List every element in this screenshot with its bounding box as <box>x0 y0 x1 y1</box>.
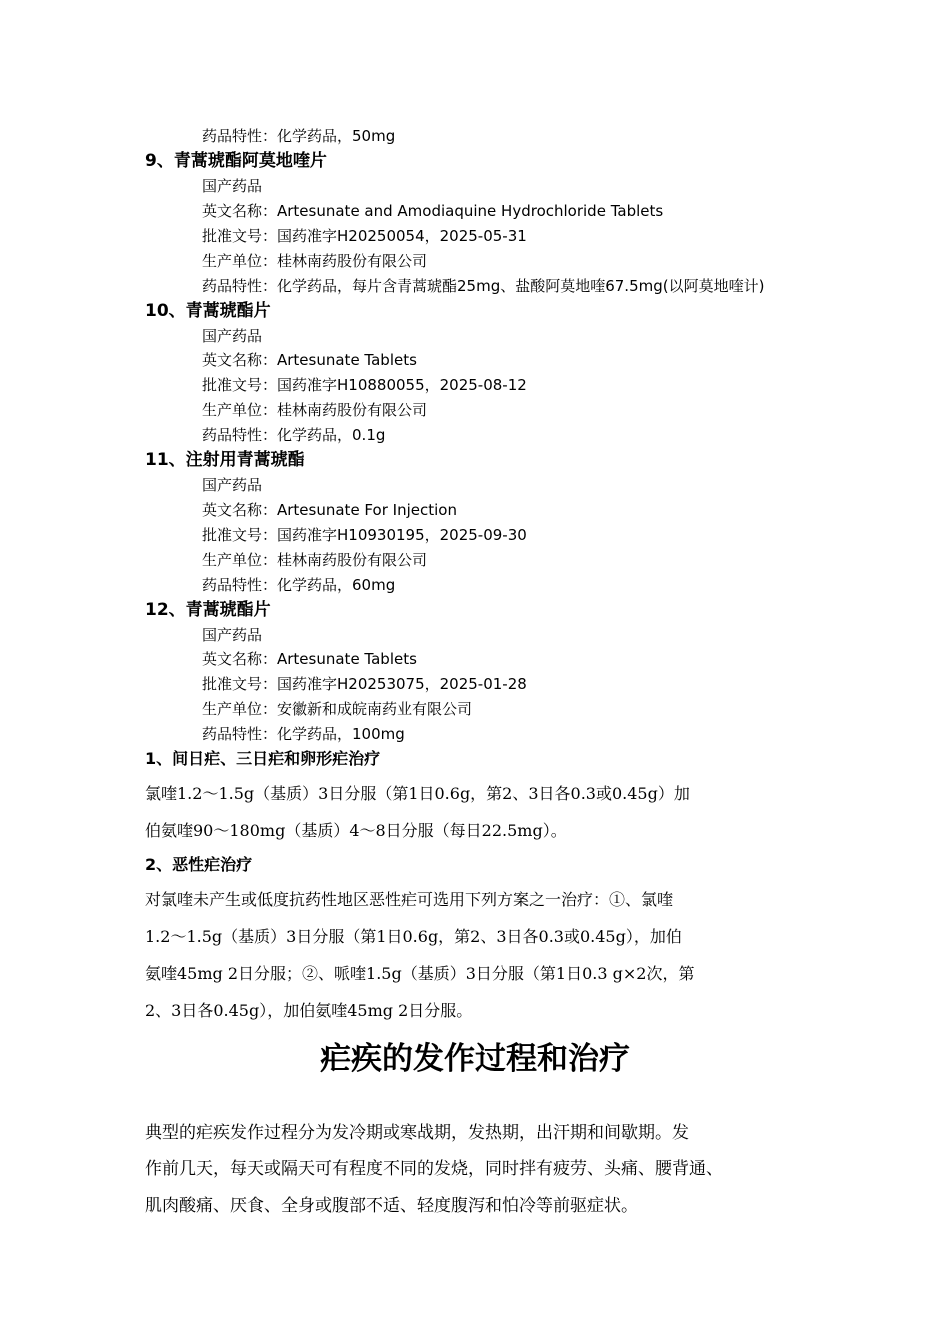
drug-origin-text: 国产药品 <box>202 626 263 644</box>
treatment-text-line: 1.2～1.5g（基质）3日分服（第1日0.6g，第2、3日各0.3或0.45g），加伯 <box>145 927 682 946</box>
drug-origin-text: 国产药品 <box>202 177 263 195</box>
drug-english-name: 英文名称：Artesunate and Amodiaquine Hydrochloride Tablets <box>202 202 664 220</box>
treatment-text-line: 2、3日各0.45g），加伯氨喹45mg 2日分服。 <box>145 1001 473 1020</box>
drug-manufacturer: 生产单位：桂林南药股份有限公司 <box>202 401 428 419</box>
treatment-text-line: 伯氨喹90～180mg（基质）4～8日分服（每日22.5mg）。 <box>145 821 567 840</box>
drug-entry-title: 12、青蒿琥酯片 <box>145 600 271 620</box>
drug-approval-number: 批准文号：国药准字H20250054，2025-05-31 <box>202 227 527 245</box>
drug-manufacturer: 生产单位：安徽新和成皖南药业有限公司 <box>202 700 473 718</box>
article-text-line: 肌肉酸痛、厌食、全身或腹部不适、轻度腹泻和怕冷等前驱症状。 <box>145 1196 638 1216</box>
drug-property-text: 药品特性：化学药品，60mg <box>202 576 396 594</box>
drug-english-name: 英文名称：Artesunate Tablets <box>202 650 417 668</box>
drug-manufacturer: 生产单位：桂林南药股份有限公司 <box>202 551 428 569</box>
drug-manufacturer: 生产单位：桂林南药股份有限公司 <box>202 252 428 270</box>
drug-property-text: 药品特性：化学药品，每片含青蒿琥酯25mg、盐酸阿莫地喹67.5mg(以阿莫地喹计) <box>202 277 765 295</box>
drug-property-text: 药品特性：化学药品，50mg <box>202 127 396 145</box>
article-title: 疟疾的发作过程和治疗 <box>320 1041 630 1077</box>
drug-entry-title: 10、青蒿琥酯片 <box>145 301 271 321</box>
treatment-text-line: 氯喹1.2～1.5g（基质）3日分服（第1日0.6g，第2、3日各0.3或0.45g）加 <box>145 784 690 803</box>
treatment-text-line: 对氯喹未产生或低度抗药性地区恶性疟可选用下列方案之一治疗：①、氯喹 <box>145 890 674 909</box>
drug-approval-number: 批准文号：国药准字H10930195，2025-09-30 <box>202 526 527 544</box>
drug-entry-title: 9、青蒿琥酯阿莫地喹片 <box>145 151 327 171</box>
article-text-line: 典型的疟疾发作过程分为发冷期或寒战期，发热期，出汗期和间歇期。发 <box>145 1123 689 1143</box>
treatment-section-title: 2、恶性疟治疗 <box>145 855 253 874</box>
drug-entry-title: 11、注射用青蒿琥酯 <box>145 450 305 470</box>
treatment-section-title: 1、间日疟、三日疟和卵形疟治疗 <box>145 749 381 768</box>
article-text-line: 作前几天，每天或隔天可有程度不同的发烧，同时拌有疲劳、头痛、腰背通、 <box>145 1159 723 1179</box>
drug-approval-number: 批准文号：国药准字H10880055，2025-08-12 <box>202 376 527 394</box>
drug-english-name: 英文名称：Artesunate For Injection <box>202 501 457 519</box>
drug-origin-text: 国产药品 <box>202 476 263 494</box>
treatment-text-line: 氨喹45mg 2日分服；②、哌喹1.5g（基质）3日分服（第1日0.3 g×2次，第 <box>145 964 695 983</box>
drug-english-name: 英文名称：Artesunate Tablets <box>202 351 417 369</box>
drug-property-text: 药品特性：化学药品，0.1g <box>202 426 386 444</box>
drug-property-text: 药品特性：化学药品，100mg <box>202 725 405 743</box>
drug-approval-number: 批准文号：国药准字H20253075，2025-01-28 <box>202 675 527 693</box>
drug-origin-text: 国产药品 <box>202 327 263 345</box>
